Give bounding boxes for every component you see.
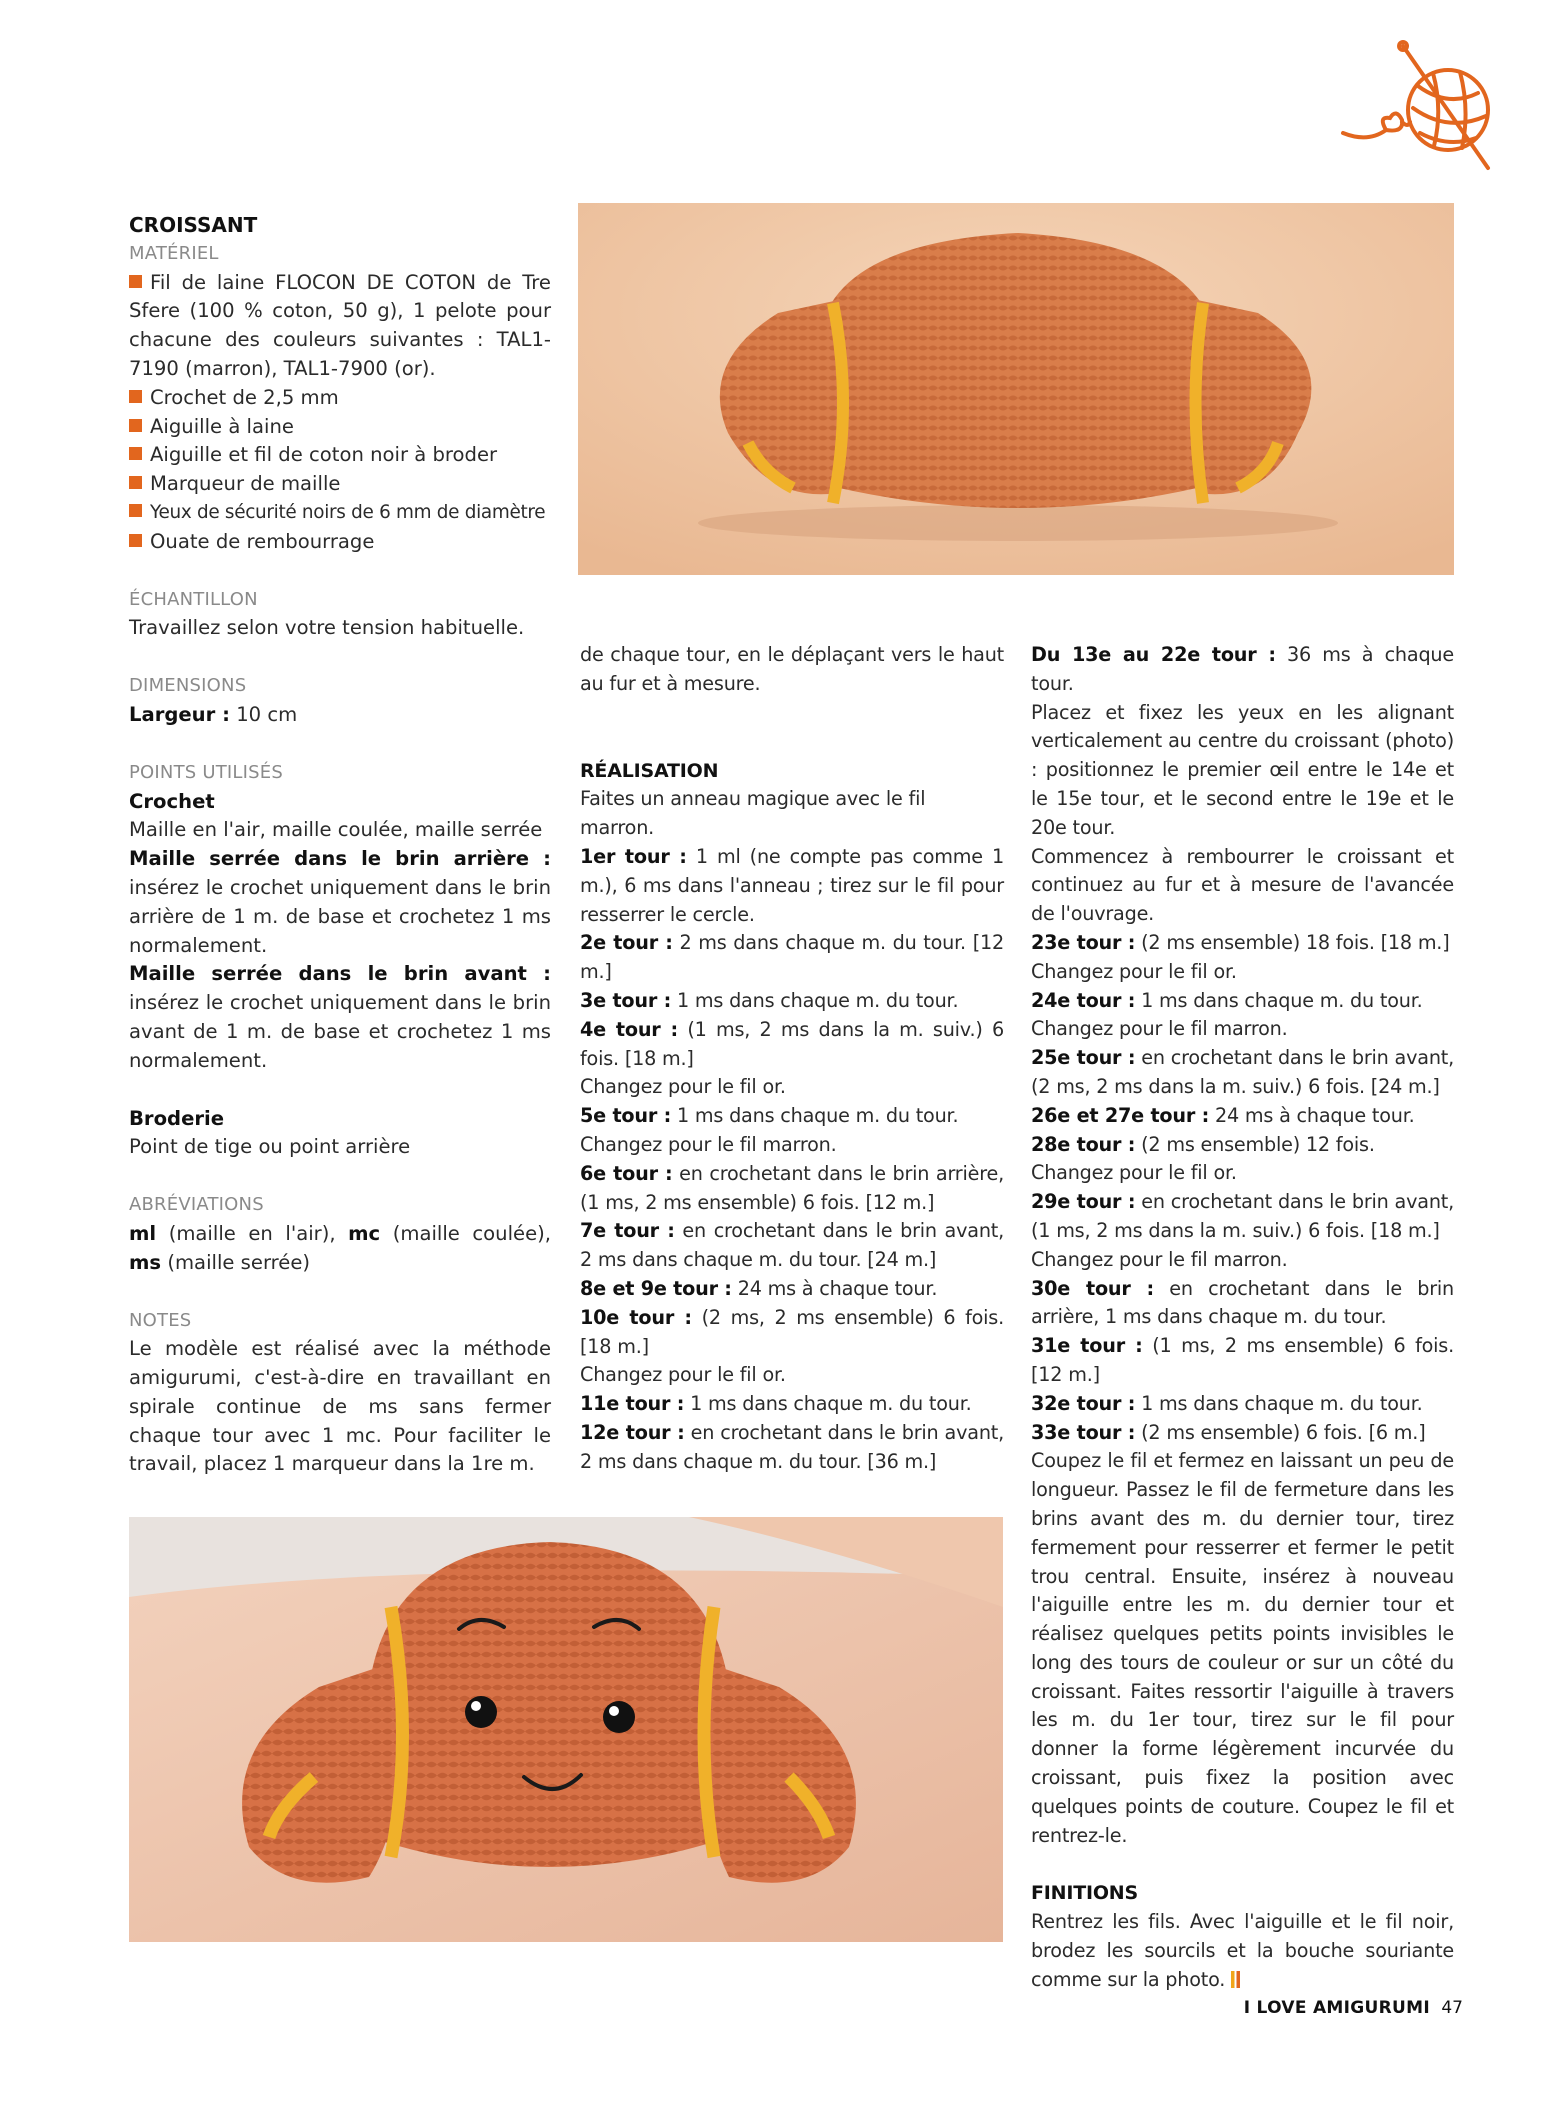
row-instruction xyxy=(1031,1332,1454,1390)
row-instruction xyxy=(1031,1131,1454,1160)
row-instruction xyxy=(580,1390,1004,1419)
echantillon-heading: ÉCHANTILLON xyxy=(129,588,258,610)
croissant-side-view-photo xyxy=(578,203,1454,575)
right-column xyxy=(1031,641,1454,1995)
row-label: 7e tour : xyxy=(580,1219,675,1243)
bullet-icon xyxy=(129,476,142,489)
realisation-intro: Faites un anneau magique avec le fil marron. xyxy=(580,787,926,840)
row-label: 3e tour : xyxy=(580,988,672,1012)
row-label: Du 13e au 22e tour : xyxy=(1031,643,1276,666)
materiel-item: Fil de laine FLOCON DE COTON de Tre Sfere (100 % coton, 50 g), 1 pelote pour chacune des couleurs suivantes : TAL1-7190 (marron), TAL1-7900 (or). xyxy=(129,270,551,380)
realisation-rows xyxy=(580,843,1004,1477)
materiel-heading: MATÉRIEL xyxy=(129,242,219,264)
row-instruction xyxy=(1031,641,1454,699)
largeur-line: Largeur : 10 cm xyxy=(129,702,298,726)
msba-paragraph: Maille serrée dans le brin arrière : insérez le crochet uniquement dans le brin arrière de 1 m. de base et crochetez 1 ms normalement. xyxy=(129,847,551,957)
row-text: 1 ml (ne compte pas comme 1 m.), 6 ms dans l'anneau ; tirez sur le fil pour resserrer le cercle. xyxy=(580,844,1005,926)
broderie-text: Point de tige ou point arrière xyxy=(129,1135,411,1159)
row-text: (1 ms, 2 ms dans la m. suiv.) 6 fois. [18 m.] xyxy=(580,1017,1005,1070)
croissant-face-illustration xyxy=(129,1517,1003,1942)
finitions-text: Rentrez les fils. Avec l'aiguille et le fil noir, brodez les sourcils et la bouche souriante comme sur la photo. xyxy=(1031,1910,1454,1991)
row-label: 30e tour : xyxy=(1031,1276,1154,1300)
row-instruction xyxy=(1031,1102,1454,1131)
materiel-item: Ouate de rembourrage xyxy=(129,528,551,557)
row-label: 4e tour : xyxy=(580,1017,678,1041)
row-label: 32e tour : xyxy=(1031,1391,1136,1415)
row-instruction xyxy=(1031,1275,1454,1333)
notes-heading: NOTES xyxy=(129,1309,192,1331)
realisation-heading: RÉALISATION xyxy=(580,759,719,782)
closing-text: Coupez le fil et fermez en laissant un peu de longueur. Passez le fil de fermeture dans les brins avant des m. du dernier tour, tirez fermement pour resserrer et fermer le petit trou central. Ensuite, insérez à nouveau l'aiguille entre les m. du dernier tour et réalisez quelques petits points invisibles le long des tours de couleur or sur un côté du croissant. Faites ressortir l'aiguille à travers les m. du 1er tour, tirez sur le fil pour donner la forme légèrement incurvée du croissant, puis fixez la position avec quelques points de couture. Coupez le fil et rentrez-le. xyxy=(1031,1449,1454,1847)
row-instruction xyxy=(1031,1015,1454,1044)
row-instruction xyxy=(1031,929,1454,958)
row-instruction xyxy=(1031,1246,1454,1275)
row-text: Changez pour le fil or. xyxy=(1031,959,1237,983)
row-text: en crochetant dans le brin avant, 2 ms dans chaque m. du tour. [36 m.] xyxy=(580,1420,1005,1473)
notes-text: Le modèle est réalisé avec la méthode amigurumi, c'est-à-dire en travaillant en spirale continue de ms sans fermer chaque tour avec 1 mc. Pour faciliter le travail, placez 1 marqueur dans la 1re m. xyxy=(129,1337,551,1476)
row-text: (2 ms ensemble) 6 fois. [6 m.] xyxy=(1141,1420,1426,1444)
row-instruction xyxy=(580,1217,1004,1275)
bullet-icon xyxy=(129,534,142,547)
croissant-illustration xyxy=(578,203,1454,575)
realisation-rows-continued xyxy=(1031,641,1454,1447)
row-label: 24e tour : xyxy=(1031,988,1136,1012)
row-label: 2e tour : xyxy=(580,931,673,955)
row-text: en crochetant dans le brin avant, (1 ms, 2 ms dans la m. suiv.) 6 fois. [18 m.] xyxy=(1031,1190,1455,1242)
abreviations-list: ml (maille en l'air), mc (maille coulée), ms (maille serrée) xyxy=(129,1221,551,1274)
row-text: 1 ms dans chaque m. du tour. xyxy=(676,988,959,1012)
row-text: 1 ms dans chaque m. du tour. xyxy=(1141,1391,1423,1415)
row-text: (2 ms ensemble) 18 fois. [18 m.] xyxy=(1141,930,1450,954)
row-instruction xyxy=(1031,1419,1454,1448)
row-instruction xyxy=(580,1073,1004,1102)
bullet-icon xyxy=(129,504,142,517)
yarn-logo xyxy=(1338,38,1513,178)
row-text: 36 ms à chaque tour. xyxy=(1031,643,1454,695)
row-instruction xyxy=(580,1361,1004,1390)
row-instruction xyxy=(580,843,1004,929)
materiel-item: Aiguille à laine xyxy=(129,413,551,442)
row-text: Changez pour le fil or. xyxy=(1031,1161,1237,1185)
row-text: Changez pour le fil or. xyxy=(580,1075,786,1099)
row-instruction xyxy=(580,1016,1004,1074)
crochet-text: Maille en l'air, maille coulée, maille serrée xyxy=(129,818,543,842)
row-instruction xyxy=(1031,1188,1454,1246)
row-text: Commencez à rembourrer le croissant et continuez au fur et à mesure de l'avancée de l'ouvrage. xyxy=(1031,844,1454,926)
row-text: 1 ms dans chaque m. du tour. xyxy=(676,1104,959,1128)
row-label: 33e tour : xyxy=(1031,1420,1136,1444)
finitions-heading: FINITIONS xyxy=(1031,1882,1138,1905)
materiel-item: Yeux de sécurité noirs de 6 mm de diamètre xyxy=(129,499,551,528)
echantillon-text: Travaillez selon votre tension habituelle. xyxy=(129,616,525,640)
row-text: Changez pour le fil marron. xyxy=(1031,1247,1288,1271)
row-instruction xyxy=(1031,843,1454,929)
materiel-item: Aiguille et fil de coton noir à broder xyxy=(129,441,551,470)
row-instruction xyxy=(580,929,1004,987)
row-text: en crochetant dans le brin arrière, (1 ms, 2 ms ensemble) 6 fois. [12 m.] xyxy=(580,1161,1004,1214)
row-label: 12e tour : xyxy=(580,1420,685,1444)
dimensions-heading: DIMENSIONS xyxy=(129,675,247,697)
points-heading: POINTS UTILISÉS xyxy=(129,761,283,783)
row-label: 6e tour : xyxy=(580,1161,673,1185)
row-instruction xyxy=(580,1102,1004,1131)
row-text: en crochetant dans le brin avant, 2 ms dans chaque m. du tour. [24 m.] xyxy=(580,1219,1005,1272)
row-text: en crochetant dans le brin avant, (2 ms, 2 ms dans la m. suiv.) 6 fois. [24 m.] xyxy=(1031,1046,1455,1098)
row-instruction xyxy=(1031,1044,1454,1102)
row-label: 11e tour : xyxy=(580,1392,685,1416)
row-label: 29e tour : xyxy=(1031,1190,1136,1214)
row-text: 24 ms à chaque tour. xyxy=(1215,1103,1415,1127)
row-label: 26e et 27e tour : xyxy=(1031,1103,1210,1127)
bullet-icon xyxy=(129,275,142,288)
row-text: (2 ms ensemble) 12 fois. xyxy=(1141,1132,1375,1156)
row-text: 24 ms à chaque tour. xyxy=(737,1276,938,1300)
left-column xyxy=(129,211,551,1479)
magazine-name: I LOVE AMIGURUMI xyxy=(1243,1998,1430,2018)
bullet-icon xyxy=(129,419,142,432)
row-instruction xyxy=(580,1160,1004,1218)
pattern-title: CROISSANT xyxy=(129,213,258,237)
row-instruction xyxy=(580,987,1004,1016)
page-number: 47 xyxy=(1441,1998,1463,2018)
abreviations-heading: ABRÉVIATIONS xyxy=(129,1194,264,1216)
row-text: 2 ms dans chaque m. du tour. [12 m.] xyxy=(580,931,1004,984)
row-text: Changez pour le fil marron. xyxy=(1031,1017,1288,1041)
row-label: 28e tour : xyxy=(1031,1132,1136,1156)
croissant-face-in-hand-photo xyxy=(129,1517,1003,1942)
end-mark-icon xyxy=(1231,1971,1240,1988)
row-text: Changez pour le fil marron. xyxy=(580,1132,837,1156)
row-text: Placez et fixez les yeux en les alignant verticalement au centre du croissant (photo) : positionnez le premier œil entre le 14e et le 15e tour, et le second entre le 19e et le 20e tour. xyxy=(1031,700,1454,839)
row-label: 5e tour : xyxy=(580,1104,672,1128)
row-label: 1er tour : xyxy=(580,844,687,868)
broderie-label: Broderie xyxy=(129,1106,225,1130)
row-instruction xyxy=(1031,958,1454,987)
row-instruction xyxy=(1031,1159,1454,1188)
bullet-icon xyxy=(129,447,142,460)
row-label: 10e tour : xyxy=(580,1305,692,1329)
row-text: 1 ms dans chaque m. du tour. xyxy=(690,1392,972,1416)
materiel-item: Crochet de 2,5 mm xyxy=(129,384,551,413)
row-text: (1 ms, 2 ms ensemble) 6 fois. [12 m.] xyxy=(1031,1334,1454,1386)
crochet-label: Crochet xyxy=(129,789,215,813)
continuation-text: de chaque tour, en le déplaçant vers le haut au fur et à mesure. xyxy=(580,643,1004,695)
row-instruction xyxy=(580,1304,1004,1362)
row-instruction xyxy=(1031,987,1454,1016)
middle-column xyxy=(580,641,1004,1477)
row-instruction xyxy=(1031,699,1454,843)
page-footer xyxy=(1244,1998,1463,2018)
row-instruction xyxy=(580,1419,1004,1477)
bullet-icon xyxy=(129,390,142,403)
row-instruction xyxy=(580,1131,1004,1160)
msbav-paragraph: Maille serrée dans le brin avant : insérez le crochet uniquement dans le brin avant de 1 m. de base et crochetez 1 ms normalement. xyxy=(129,962,551,1072)
yarn-ball-crochet-hook-heart-icon xyxy=(1338,38,1513,178)
row-label: 31e tour : xyxy=(1031,1334,1143,1358)
row-instruction xyxy=(1031,1390,1454,1419)
materiel-item: Marqueur de maille xyxy=(129,470,551,499)
row-label: 23e tour : xyxy=(1031,930,1136,954)
row-text: en crochetant dans le brin arrière, 1 ms dans chaque m. du tour. xyxy=(1031,1276,1454,1329)
row-text: 1 ms dans chaque m. du tour. xyxy=(1141,988,1423,1012)
row-text: Changez pour le fil or. xyxy=(580,1363,786,1387)
row-label: 8e et 9e tour : xyxy=(580,1276,732,1300)
row-instruction xyxy=(580,1275,1004,1304)
row-text: (2 ms, 2 ms ensemble) 6 fois. [18 m.] xyxy=(580,1305,1005,1358)
row-label: 25e tour : xyxy=(1031,1046,1136,1070)
